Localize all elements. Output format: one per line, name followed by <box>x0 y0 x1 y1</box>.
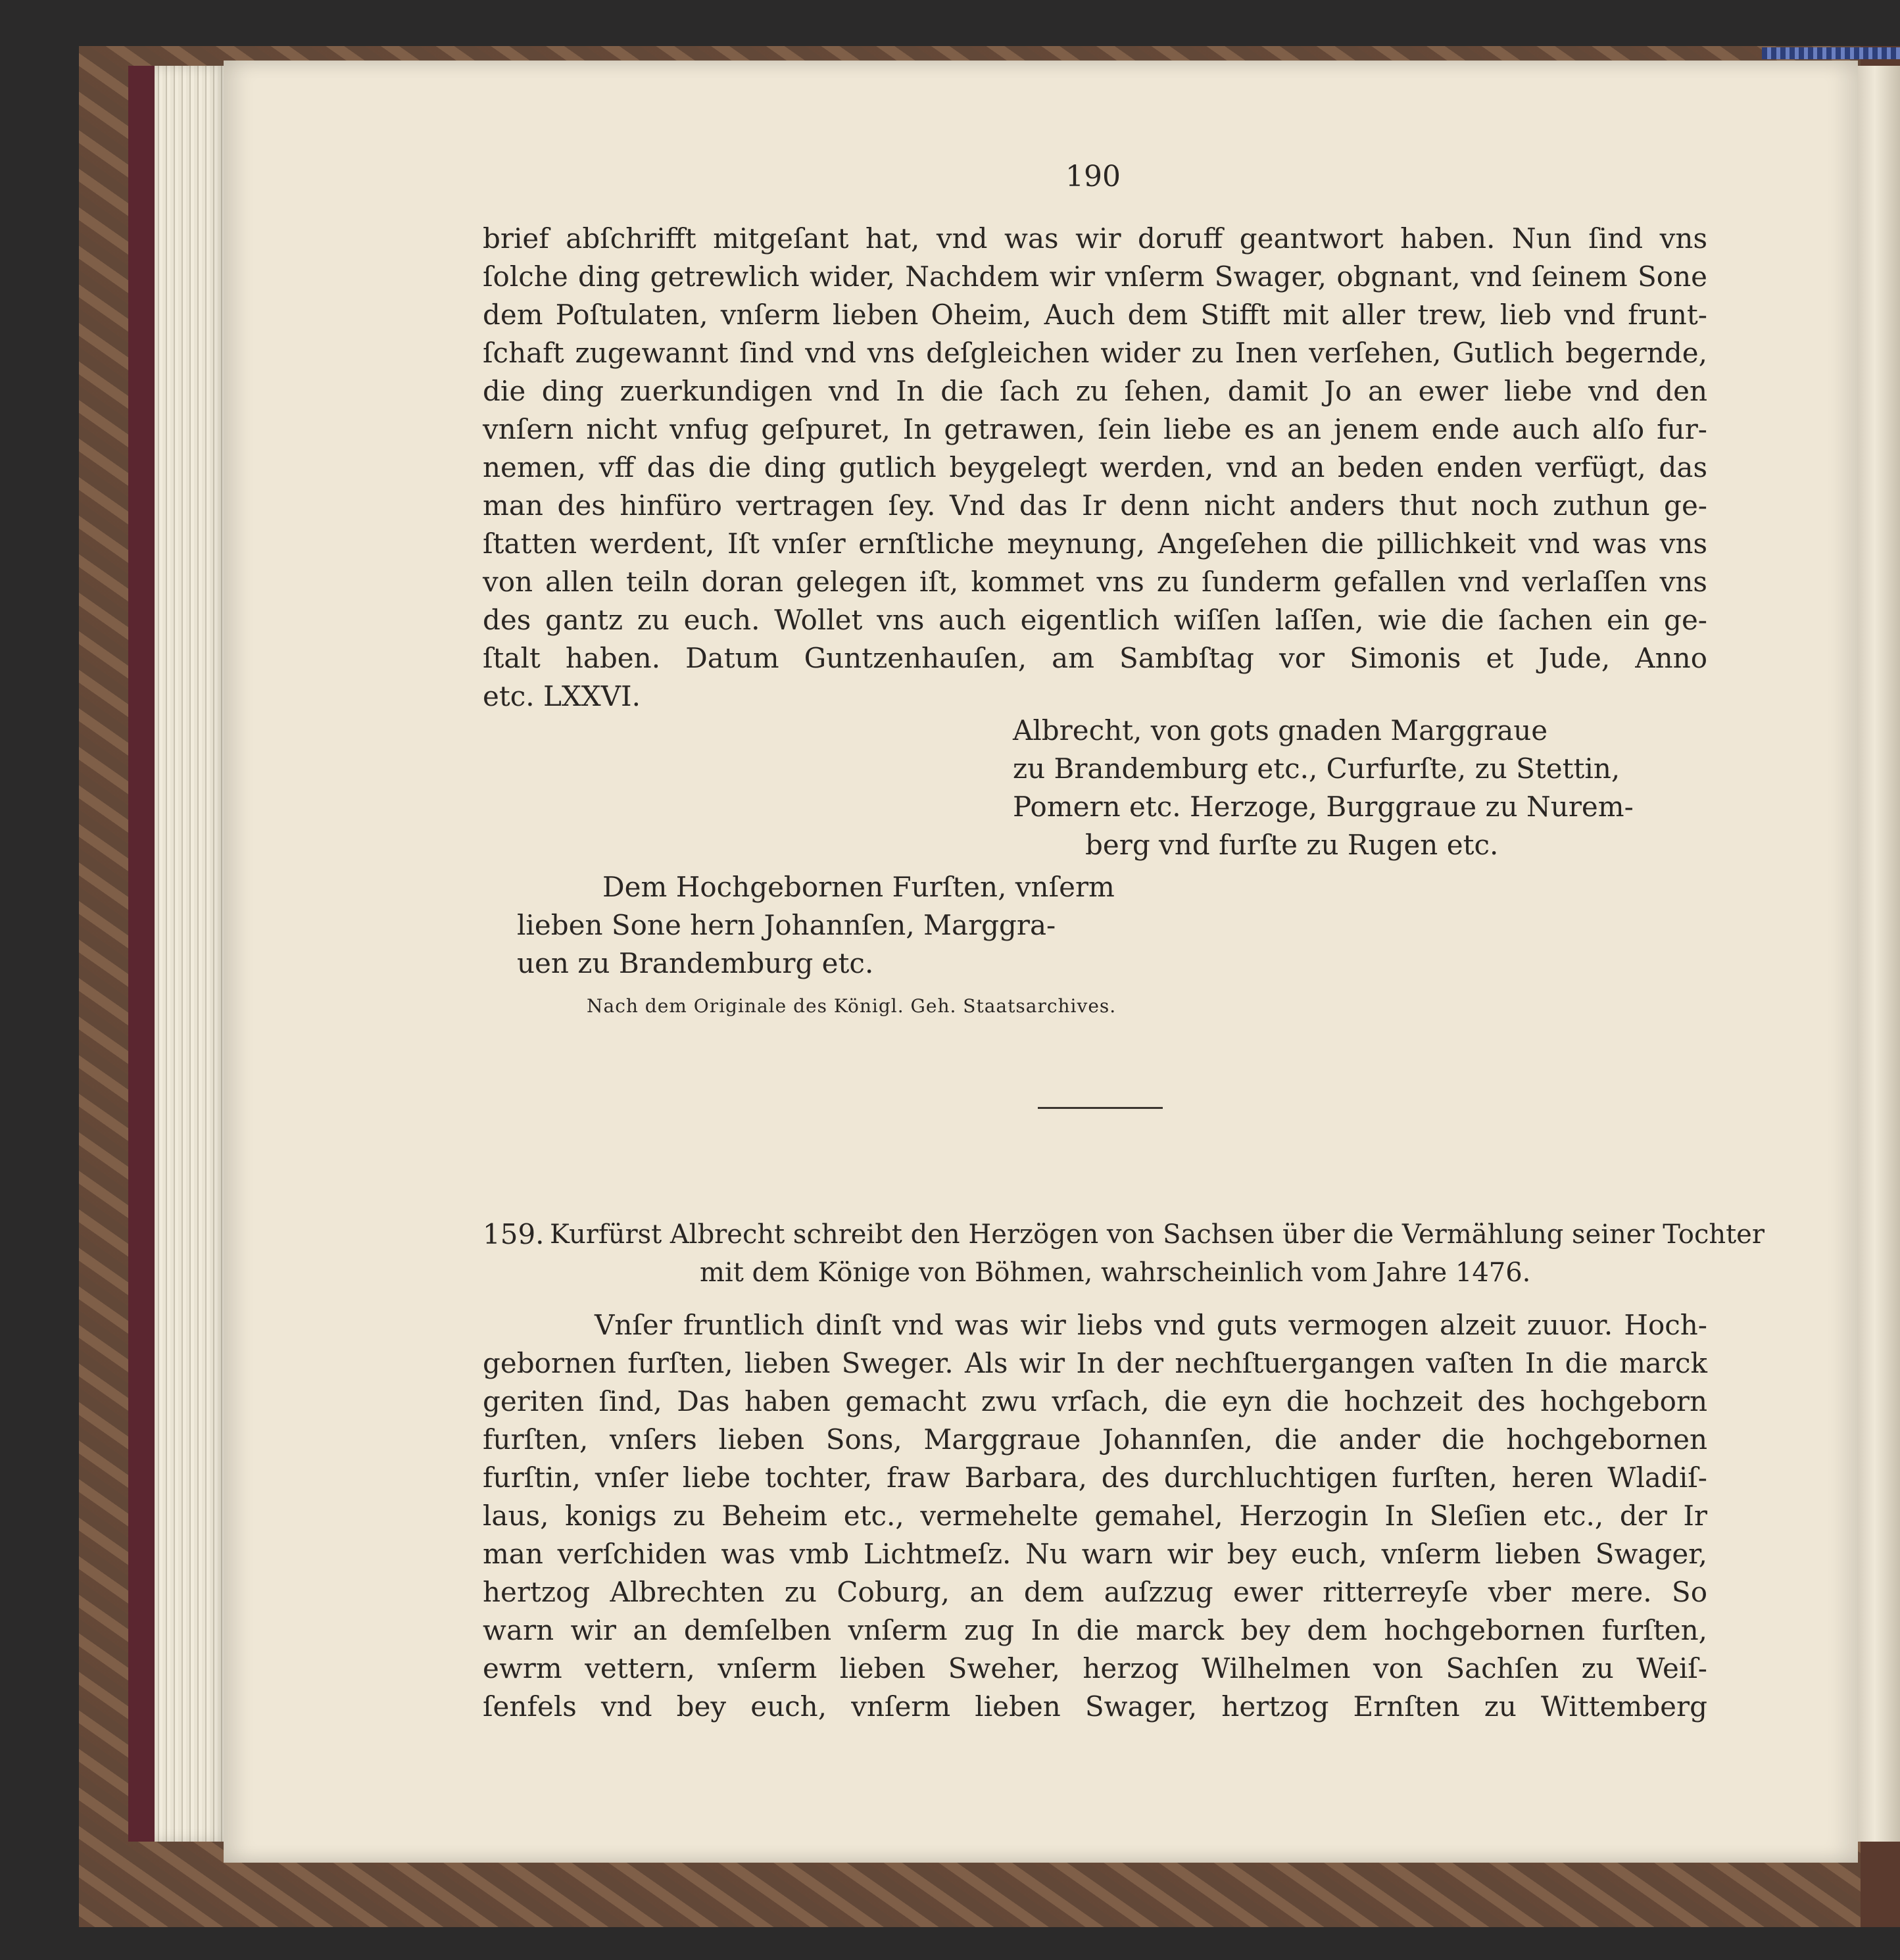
address-line: uen zu Brandemburg etc. <box>517 947 874 979</box>
signature-line: zu Brandemburg etc., Curfurſte, zu Stettin, <box>1013 752 1620 785</box>
letter-line: gebornen furſten, lieben Sweger. Als wir In der nechſtuergangen vaſten In die marck <box>483 1347 1707 1379</box>
body-line: vnſern nicht vnfug geſpuret, In getrawen, ſein liebe es an jenem ende auch alſo fur- <box>483 413 1707 445</box>
signature-line: Pomern etc. Herzoge, Burggraue zu Nurem- <box>1013 791 1634 823</box>
letter-line: laus, konigs zu Beheim etc., vermehelte gemahel, Herzogin In Sleſien etc., der Ir <box>483 1500 1707 1532</box>
heading-line: mit dem Könige von Böhmen, wahrscheinlich vom Jahre 1476. <box>700 1258 1531 1288</box>
letter-body <box>483 1306 1707 1726</box>
letter-line: furſten, vnſers lieben Sons, Marggraue Johannſen, die ander die hochgebornen <box>483 1423 1707 1456</box>
signature-line: Albrecht, von gots gnaden Marggraue <box>1013 714 1548 747</box>
heading-line: Kurfürst Albrecht schreibt den Herzögen von Sachsen über die Vermählung seiner Tochter <box>550 1219 1765 1250</box>
letter-line: furſtin, vnſer liebe tochter, fraw Barbara, des durchluchtigen furſten, heren Wladiſ- <box>483 1461 1707 1494</box>
address-block <box>517 868 1135 983</box>
bookmark-ribbon <box>1762 47 1900 59</box>
letter-line: Vnſer fruntlich dinſt vnd was wir liebs vnd guts vermogen alzeit zuuor. Hoch- <box>595 1309 1707 1341</box>
page-edge-right <box>1858 66 1900 1842</box>
address-line: Dem Hochgebornen Furſten, vnſerm <box>602 871 1115 903</box>
signature-block <box>1013 712 1670 864</box>
letter-body-continued <box>483 220 1707 716</box>
letter-line: warn wir an demſelben vnſerm zug In die marck bey dem hochgebornen furſten, <box>483 1614 1707 1646</box>
body-line: man des hinfüro vertragen ſey. Vnd das Ir denn nicht anders thut noch zuthun ge- <box>483 489 1707 522</box>
body-line: ſtatten werdent, Iſt vnſer ernſtliche meynung, Angeſehen die pillichkeit vnd was vns <box>483 527 1707 560</box>
body-line: ſolche ding getrewlich wider, Nachdem wir vnſerm Swager, obgnant, vnd ſeinem Sone <box>483 260 1707 293</box>
letter-line: ewrm vettern, vnſerm lieben Sweher, herzog Wilhelmen von Sachſen zu Weiſ- <box>483 1652 1707 1684</box>
body-line: etc. LXXVI. <box>483 680 641 712</box>
letter-line: hertzog Albrechten zu Coburg, an dem auſzzug ewer ritterreyſe vber mere. So <box>483 1576 1707 1608</box>
body-line: dem Poſtulaten, vnſerm lieben Oheim, Auch dem Stifft mit aller trew, lieb vnd frunt- <box>483 299 1707 331</box>
document-number: 159. <box>483 1218 545 1250</box>
page-edges <box>155 66 227 1842</box>
signature-line: berg vnd furſte zu Rugen etc. <box>1085 829 1499 861</box>
letter-line: ſenfels vnd bey euch, vnſerm lieben Swager, hertzog Ernſten zu Wittemberg <box>483 1690 1707 1723</box>
address-line: lieben Sone hern Johannſen, Marggra- <box>517 909 1056 941</box>
body-line: des gantz zu euch. Wollet vns auch eigentlich wiſſen laſſen, wie die ſachen ein ge- <box>483 604 1707 636</box>
section-divider <box>1038 1107 1163 1109</box>
book-spine <box>128 66 158 1842</box>
body-line: brief abſchrifft mitgeſant hat, vnd was wir doruff geantwort haben. Nun ſind vns <box>483 222 1707 255</box>
page-number: 190 <box>1065 160 1121 193</box>
source-note: Nach dem Originale des Königl. Geh. Staatsarchives. <box>587 995 1117 1017</box>
letter-line: man verſchiden was vmb Lichtmeſz. Nu warn wir bey euch, vnſerm lieben Swager, <box>483 1538 1707 1570</box>
body-line: ſchaft zugewannt ſind vnd vns deſgleichen wider zu Inen verſehen, Gutlich begernde, <box>483 337 1707 369</box>
body-line: die ding zuerkundigen vnd In die ſach zu ſehen, damit Jo an ewer liebe vnd den <box>483 375 1707 407</box>
body-line: nemen, vff das die ding gutlich beygelegt werden, vnd an beden enden verfügt, das <box>483 451 1707 483</box>
body-line: von allen teiln doran gelegen iſt, kommet vns zu ſunderm gefallen vnd verlaſſen vns <box>483 566 1707 598</box>
letter-line: geriten ſind, Das haben gemacht zwu vrſach, die eyn die hochzeit des hochgeborn <box>483 1385 1707 1417</box>
body-line: ſtalt haben. Datum Guntzenhauſen, am Sambſtag vor Simonis et Jude, Anno <box>483 642 1707 674</box>
